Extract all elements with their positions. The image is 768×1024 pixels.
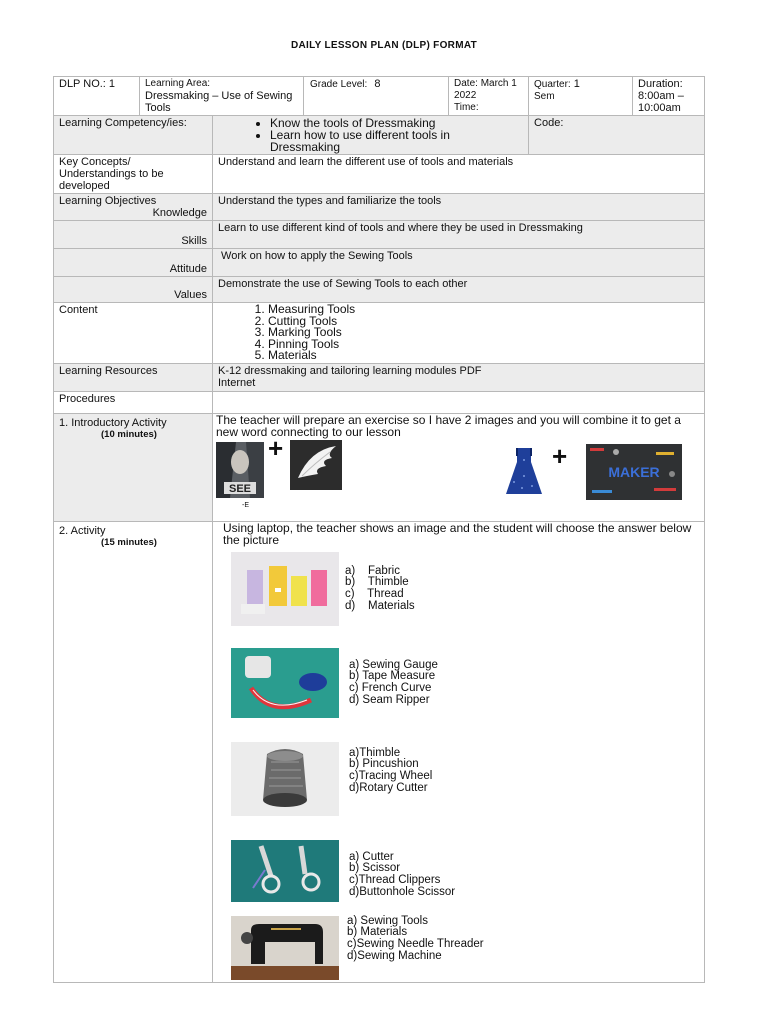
resources-line-2: Internet xyxy=(218,376,256,389)
learning-area-cell xyxy=(140,77,304,116)
see-text: SEE xyxy=(228,482,252,495)
competency-item: • Know the tools of Dressmaking xyxy=(270,117,523,129)
option-a[interactable]: a)Thimble xyxy=(349,746,401,759)
activity-content xyxy=(213,521,705,982)
lesson-plan-table xyxy=(53,76,705,983)
grade-level-cell xyxy=(304,77,449,116)
option-b[interactable]: b) Pincushion xyxy=(349,758,419,771)
dress-image xyxy=(502,446,546,496)
activity-row xyxy=(54,521,705,982)
option-c[interactable]: c)Tracing Wheel xyxy=(349,770,433,783)
procedures-label: Procedures xyxy=(54,391,213,413)
competency-list xyxy=(218,117,523,153)
values-label: Values xyxy=(54,277,213,303)
thread-spools-image xyxy=(231,552,339,626)
attitude-value: Work on how to apply the Sewing Tools xyxy=(213,249,705,277)
time-label: Time: xyxy=(454,102,479,113)
quarter-cell xyxy=(529,77,633,116)
procedures-row xyxy=(54,391,705,413)
skills-value: Learn to use different kind of tools and where they be used in Dressmaking xyxy=(213,221,705,249)
duration-cell xyxy=(633,77,705,116)
document-title: DAILY LESSON PLAN (DLP) FORMAT xyxy=(290,40,478,51)
objectives-cell xyxy=(54,194,213,221)
values-value: Demonstrate the use of Sewing Tools to each other xyxy=(213,277,705,303)
resources-cell xyxy=(213,363,705,391)
attitude-label: Attitude xyxy=(54,249,213,277)
header-row xyxy=(54,77,705,116)
competency-label: Learning Competency/ies: xyxy=(54,116,213,155)
duration-value: Duration: 8:00am – 10:00am xyxy=(638,78,684,114)
option-c[interactable]: c)Thread Clippers xyxy=(349,874,441,887)
content-item: 2. Cutting Tools xyxy=(268,316,699,328)
option-a[interactable]: a) Fabric xyxy=(345,564,400,577)
resources-label: Learning Resources xyxy=(54,363,213,391)
quarter-label: Quarter: xyxy=(534,79,571,90)
see-caption: -E xyxy=(242,501,249,509)
competency-row xyxy=(54,116,705,155)
sewing-machine-options xyxy=(347,916,484,963)
maker-text: MAKER xyxy=(608,463,660,480)
option-d[interactable]: d) Seam Ripper xyxy=(349,693,430,706)
sewing-machine-image xyxy=(231,916,339,980)
dlp-no-label: DLP NO.: 1 xyxy=(59,78,116,90)
skills-row xyxy=(54,221,705,249)
dlp-no-cell xyxy=(54,77,140,116)
option-d[interactable]: d) Materials xyxy=(345,599,415,612)
maker-tools-image xyxy=(586,444,682,500)
content-label: Content xyxy=(54,303,213,364)
intro-activity-cell xyxy=(54,413,213,521)
knowledge-label: Knowledge xyxy=(152,207,207,219)
date-time-cell xyxy=(449,77,529,116)
option-b[interactable]: b) Materials xyxy=(347,926,408,939)
content-item: 5. Materials xyxy=(268,350,699,362)
option-d[interactable]: d)Rotary Cutter xyxy=(349,781,428,794)
content-row xyxy=(54,303,705,364)
clippers-options xyxy=(349,852,455,899)
objectives-label: Learning Objectives xyxy=(59,195,157,207)
quarter-value: 1 xyxy=(573,78,580,90)
intro-activity-time: (10 minutes) xyxy=(101,428,157,440)
option-a[interactable]: a) Sewing Gauge xyxy=(349,658,438,671)
option-b[interactable]: b) Thimble xyxy=(345,576,409,589)
option-d[interactable]: d)Buttonhole Scissor xyxy=(349,885,456,898)
content-item: 4. Pinning Tools xyxy=(268,339,699,351)
plus-sign-1: + xyxy=(268,432,284,463)
knowledge-value: Understand the types and familiarize the tools xyxy=(213,194,705,221)
question-thread xyxy=(217,546,700,640)
content-item: 3. Marking Tools xyxy=(268,327,699,339)
content-item: 1. Measuring Tools xyxy=(268,304,699,316)
intro-images xyxy=(216,432,701,518)
option-a[interactable]: a) Sewing Tools xyxy=(347,914,428,927)
option-a[interactable]: a) Cutter xyxy=(349,850,394,863)
competency-list-cell xyxy=(213,116,529,155)
option-c[interactable]: c) Thread xyxy=(345,588,404,601)
thread-options xyxy=(345,566,415,613)
grade-level-value: 8 xyxy=(374,78,381,90)
thread-clippers-image xyxy=(231,840,339,902)
option-d[interactable]: d)Sewing Machine xyxy=(347,949,442,962)
learning-area-value: Dressmaking – Use of Sewing Tools xyxy=(145,90,293,114)
quarter-sem: Sem xyxy=(534,91,555,102)
competency-item: • Learn how to use different tools in Dressmaking xyxy=(270,129,523,153)
see-poster-image xyxy=(216,442,264,498)
intro-activity-label: 1. Introductory Activity xyxy=(59,416,167,429)
skills-label: Skills xyxy=(54,221,213,249)
intro-activity-row xyxy=(54,413,705,521)
question-tape-measure xyxy=(217,640,700,732)
option-c[interactable]: c)Sewing Needle Threader xyxy=(347,938,484,951)
key-concepts-value: Understand and learn the different use of tools and materials xyxy=(213,155,705,194)
tape-measure-image xyxy=(231,648,339,718)
activity-text: Using laptop, the teacher shows an image and the student will choose the answer below the picture xyxy=(223,520,692,547)
learning-area-label: Learning Area: xyxy=(145,78,211,89)
resources-row xyxy=(54,363,705,391)
values-row xyxy=(54,277,705,303)
activity-label: 2. Activity xyxy=(59,524,106,537)
intro-activity-content xyxy=(213,413,705,521)
intro-activity-text: The teacher will prepare an exercise so I have 2 images and you will combine it to get a new word connecting to our lesson xyxy=(216,412,681,439)
plus-sign-2: + xyxy=(552,440,568,471)
attitude-row xyxy=(54,249,705,277)
knowledge-row xyxy=(54,194,705,221)
wing-image xyxy=(290,440,342,490)
question-clippers xyxy=(217,828,700,910)
procedures-empty xyxy=(213,391,705,413)
question-sewing-machine xyxy=(217,910,700,982)
key-concepts-row xyxy=(54,155,705,194)
option-b[interactable]: b) Tape Measure xyxy=(349,670,436,683)
option-b[interactable]: b) Scissor xyxy=(349,862,401,875)
code-label: Code: xyxy=(529,116,705,155)
question-thimble xyxy=(217,732,700,828)
option-c[interactable]: c) French Curve xyxy=(349,682,432,695)
resources-line-1: K-12 dressmaking and tailoring learning modules PDF xyxy=(218,364,482,377)
content-list-cell xyxy=(213,303,705,364)
key-concepts-label: Key Concepts/ Understandings to be developed xyxy=(54,155,213,194)
date-label: Date: March 1 2022 xyxy=(454,78,517,101)
activity-time: (15 minutes) xyxy=(101,536,157,548)
thimble-image xyxy=(231,742,339,816)
grade-level-label: Grade Level: xyxy=(310,79,368,90)
tape-measure-options xyxy=(349,660,438,707)
content-list xyxy=(218,304,699,362)
thimble-options xyxy=(349,748,432,795)
activity-cell xyxy=(54,521,213,982)
